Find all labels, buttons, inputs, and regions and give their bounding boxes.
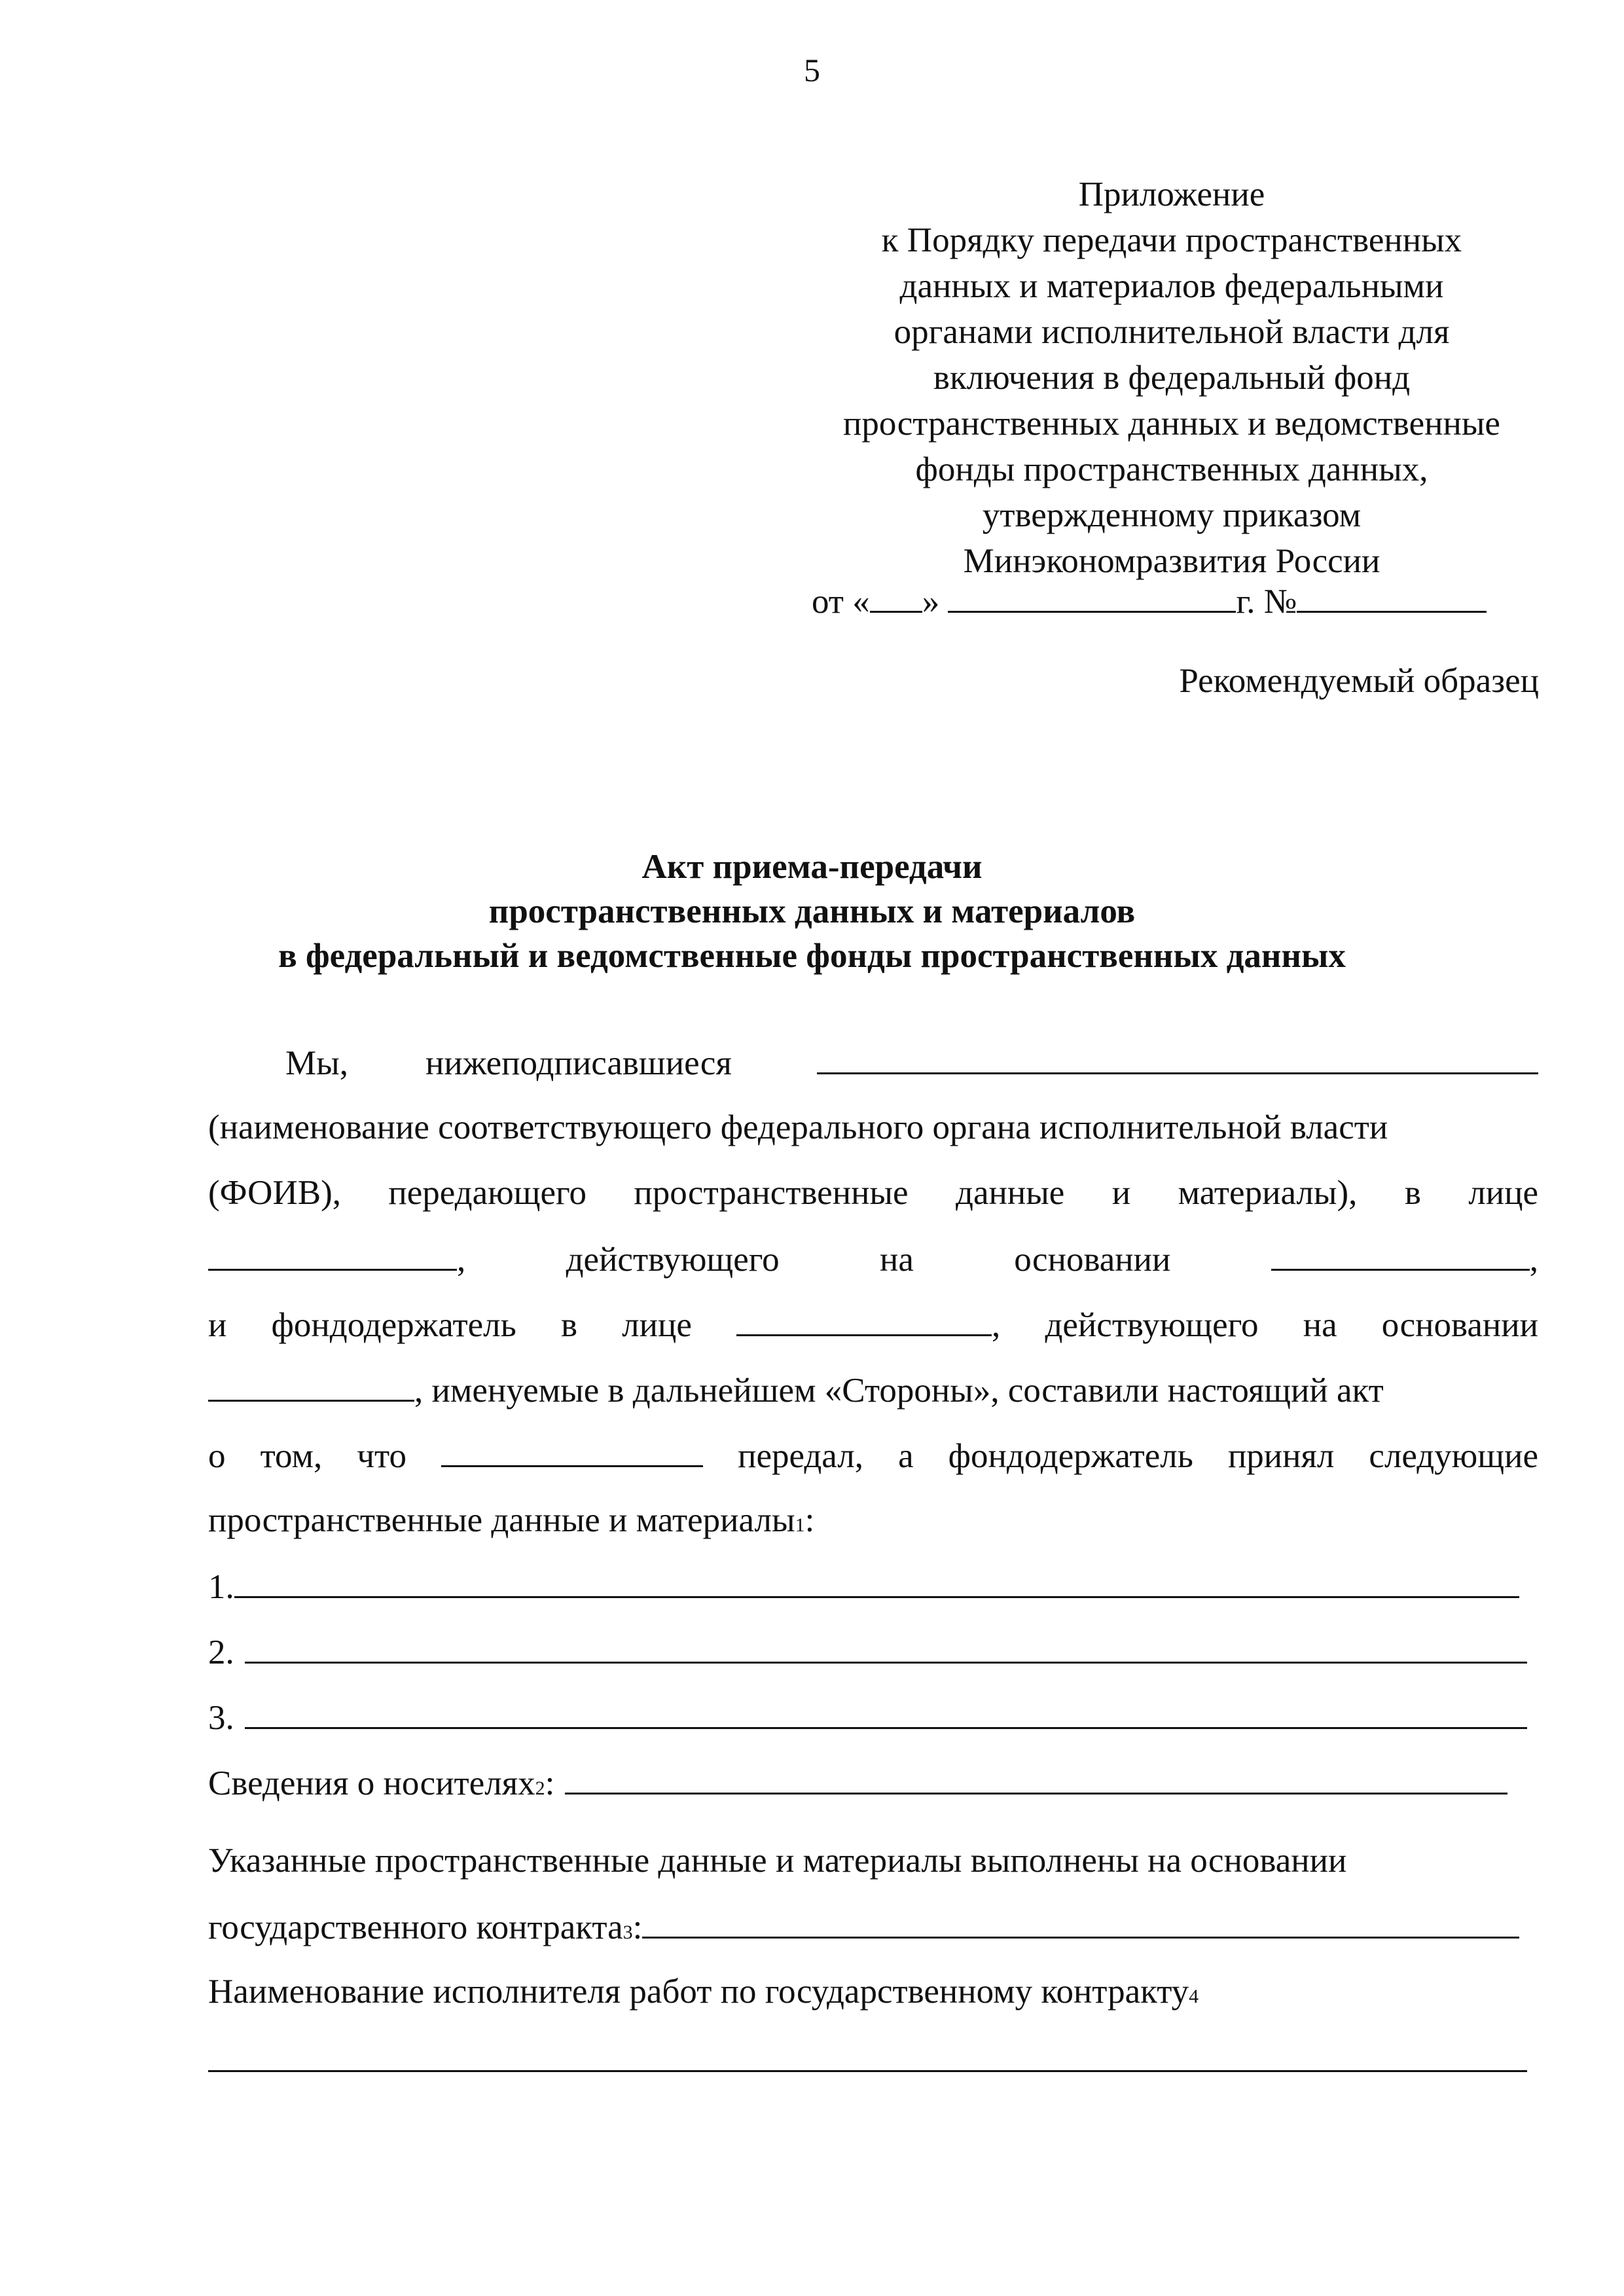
word: и — [1111, 1174, 1131, 1212]
date-prefix: от « — [812, 583, 870, 621]
executor-line: Наименование исполнителя работ по государственному контракту 4 — [208, 1973, 1199, 2011]
body-text: Сведения о носителях — [208, 1764, 535, 1802]
title-line: пространственных данных и материалов — [488, 892, 1136, 930]
month-blank[interactable] — [948, 582, 1236, 613]
body-text: Наименование исполнителя работ по государственному контракту — [208, 1973, 1189, 2011]
item-2-blank[interactable] — [245, 1631, 1527, 1664]
body-text: , именуемые в дальнейшем «Стороны», составили настоящий акт — [414, 1372, 1384, 1410]
media-info-line: Сведения о носителях 2 : — [208, 1762, 1507, 1803]
year-number-label: г. № — [1236, 583, 1297, 621]
appendix-line: утвержденному приказом — [982, 496, 1362, 534]
appendix-line: к Порядку передачи пространственных — [881, 221, 1462, 259]
appendix-line: Минэкономразвития России — [963, 542, 1380, 580]
body-line-7 — [208, 1435, 1538, 1476]
word: действующего — [1045, 1306, 1259, 1344]
day-blank[interactable] — [870, 582, 922, 613]
order-date-line — [812, 579, 1487, 625]
body-line-8: пространственные данные и материалы 1 : — [208, 1501, 815, 1539]
word: на — [1303, 1306, 1337, 1344]
page-number: 5 — [804, 52, 820, 88]
word: о — [208, 1437, 226, 1475]
colon: : — [632, 1908, 643, 1946]
body-line-2 — [208, 1108, 1538, 1147]
word: фондодержатель — [271, 1306, 516, 1344]
comma: , — [457, 1241, 466, 1279]
item-3-blank[interactable] — [245, 1697, 1527, 1729]
executor-blank[interactable] — [208, 2070, 1527, 2072]
item-number: 3. — [208, 1699, 234, 1737]
sample-label: Рекомендуемый образец — [1179, 662, 1539, 700]
fund-holder-representative-blank[interactable] — [736, 1304, 992, 1336]
appendix-line: пространственных данных и ведомственные — [843, 405, 1500, 443]
document-title — [0, 845, 1624, 978]
word: передал, — [738, 1437, 863, 1475]
item-number: 2. — [208, 1633, 234, 1671]
word: действующего — [566, 1241, 780, 1279]
body-text: государственного контракта — [208, 1908, 623, 1946]
word: в — [1404, 1174, 1421, 1212]
appendix-line: включения в федеральный фонд — [933, 359, 1411, 397]
word: что — [357, 1437, 406, 1475]
comma: , — [992, 1306, 1001, 1344]
contract-line-2: государственного контракта 3 : — [208, 1906, 1519, 1947]
appendix-block — [792, 172, 1551, 584]
transferring-party-blank[interactable] — [441, 1435, 703, 1467]
basis-blank[interactable] — [1271, 1239, 1530, 1271]
list-item-3 — [208, 1697, 1527, 1738]
word: лице — [1468, 1174, 1538, 1212]
word: в — [560, 1306, 577, 1344]
contract-line-1 — [208, 1841, 1538, 1880]
body-line-4 — [208, 1239, 1538, 1279]
word: том, — [260, 1437, 323, 1475]
word: нижеподписавшиеся — [425, 1044, 732, 1082]
word: Мы, — [285, 1044, 348, 1082]
body-text: (наименование соответствующего федерального органа исполнительной власти — [208, 1108, 1388, 1146]
body-line-5 — [208, 1304, 1538, 1345]
body-line-1 — [208, 1042, 1538, 1083]
foiv-name-blank[interactable] — [817, 1042, 1538, 1074]
body-line-6 — [208, 1370, 1538, 1410]
word: и — [208, 1306, 227, 1344]
order-number-blank[interactable] — [1297, 582, 1487, 613]
list-item-1 — [208, 1566, 1519, 1607]
word: а — [898, 1437, 914, 1475]
colon: : — [804, 1501, 815, 1539]
fund-holder-basis-blank[interactable] — [208, 1370, 414, 1402]
item-1-blank[interactable] — [234, 1566, 1519, 1598]
contract-blank[interactable] — [642, 1906, 1519, 1939]
body-text: Указанные пространственные данные и материалы выполнены на основании — [208, 1842, 1347, 1880]
date-quote-close: » — [922, 583, 940, 621]
word: основании — [1014, 1241, 1171, 1279]
appendix-line: данных и материалов федеральными — [899, 267, 1444, 305]
body-line-3 — [208, 1173, 1538, 1212]
list-item-2 — [208, 1631, 1527, 1672]
word: передающего — [388, 1174, 586, 1212]
item-number: 1. — [208, 1568, 234, 1606]
title-line: в федеральный и ведомственные фонды пространственных данных — [278, 937, 1346, 975]
media-info-blank[interactable] — [565, 1762, 1507, 1795]
representative-blank[interactable] — [208, 1239, 457, 1271]
word: лице — [622, 1306, 692, 1344]
word: фондодержатель — [948, 1437, 1193, 1475]
appendix-line: органами исполнительной власти для — [893, 313, 1450, 351]
appendix-line: Приложение — [1078, 175, 1265, 213]
comma: , — [1529, 1241, 1538, 1279]
word: пространственные — [634, 1174, 909, 1212]
appendix-line: фонды пространственных данных, — [915, 450, 1428, 488]
word: основании — [1381, 1306, 1538, 1344]
word: на — [880, 1241, 914, 1279]
word: материалы), — [1178, 1174, 1358, 1212]
word: следующие — [1369, 1437, 1538, 1475]
colon: : — [545, 1764, 555, 1802]
title-line: Акт приема-передачи — [641, 848, 983, 886]
body-text: пространственные данные и материалы — [208, 1501, 795, 1539]
word: данные — [955, 1174, 1065, 1212]
word: принял — [1227, 1437, 1335, 1475]
word: (ФОИВ), — [208, 1174, 341, 1212]
